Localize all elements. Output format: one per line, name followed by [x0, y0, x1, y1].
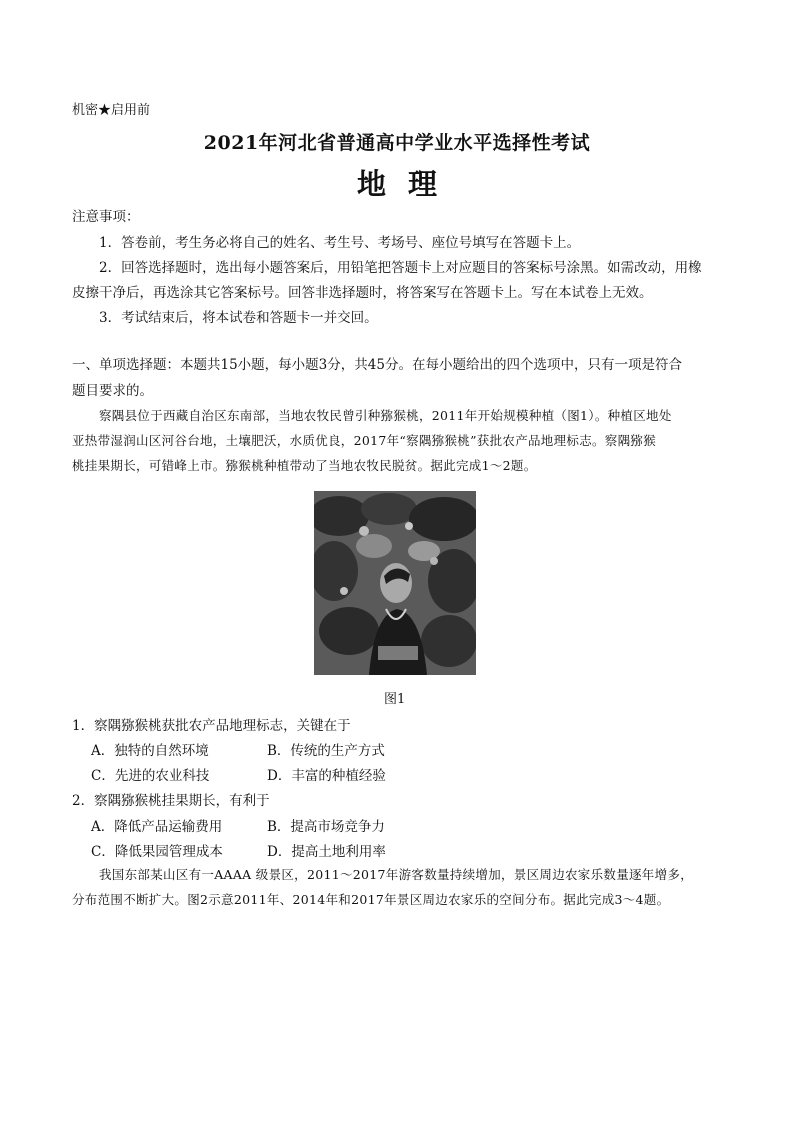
- q1-option-c[interactable]: C．先进的农业科技: [91, 768, 210, 784]
- q1-option-d[interactable]: D．丰富的种植经验: [267, 768, 386, 784]
- exam-title: 2021年河北省普通高中学业水平选择性考试: [203, 132, 591, 154]
- section-heading: 一、单项选择题：本题共15小题，每小题3分，共45分。在每小题给出的四个选项中，只有一项是符合: [72, 357, 682, 373]
- passage1-line-1: 察隅县位于西藏自治区东南部，当地农牧民曾引种猕猴桃，2011年开始规模种植（图1）。种植区地处: [99, 408, 672, 423]
- q1-option-a[interactable]: A．独特的自然环境: [91, 743, 209, 759]
- notice-item-3: 3．考试结束后，将本试卷和答题卡一并交回。: [99, 310, 378, 326]
- subject-title: 地理: [356, 167, 459, 201]
- question-1-stem: 1．察隅猕猴桃获批农产品地理标志，关键在于: [72, 718, 351, 734]
- kiwi-farmer-photo: [314, 491, 476, 675]
- notice-heading: 注意事项：: [72, 209, 140, 225]
- section-heading-cont: 题目要求的。: [72, 383, 153, 399]
- passage1-line-2: 亚热带湿润山区河谷台地，土壤肥沃，水质优良，2017年“察隅猕猴桃”获批农产品地理标志。察隅猕猴: [72, 433, 656, 448]
- notice-item-2-cont: 皮擦干净后，再选涂其它答案标号。回答非选择题时，将答案写在答题卡上。写在本试卷上无效。: [72, 285, 653, 301]
- passage2-line-1: 我国东部某山区有一AAAA 级景区，2011～2017年游客数量持续增加，景区周边农家乐数量逐年增多，: [99, 867, 694, 882]
- q1-option-b[interactable]: B．传统的生产方式: [267, 743, 385, 759]
- confidential-label: 机密★启用前: [72, 103, 151, 118]
- passage1-line-3: 桃挂果期长，可错峰上市。猕猴桃种植带动了当地农牧民脱贫。据此完成1～2题。: [72, 458, 537, 473]
- q2-option-c[interactable]: C．降低果园管理成本: [91, 844, 223, 860]
- q2-option-d[interactable]: D．提高土地利用率: [267, 844, 386, 860]
- figure1-caption: 图1: [384, 692, 406, 707]
- q2-option-b[interactable]: B．提高市场竞争力: [267, 819, 385, 835]
- notice-item-2: 2．回答选择题时，选出每小题答案后，用铅笔把答题卡上对应题目的答案标号涂黑。如需改动，用橡: [99, 260, 702, 276]
- question-2-stem: 2．察隅猕猴桃挂果期长，有利于: [72, 793, 270, 809]
- passage2-line-2: 分布范围不断扩大。图2示意2011年、2014年和2017年景区周边农家乐的空间分布。据此完成3～4题。: [72, 892, 670, 907]
- notice-item-1: 1．答卷前，考生务必将自己的姓名、考生号、考场号、座位号填写在答题卡上。: [99, 235, 581, 251]
- q2-option-a[interactable]: A．降低产品运输费用: [91, 819, 223, 835]
